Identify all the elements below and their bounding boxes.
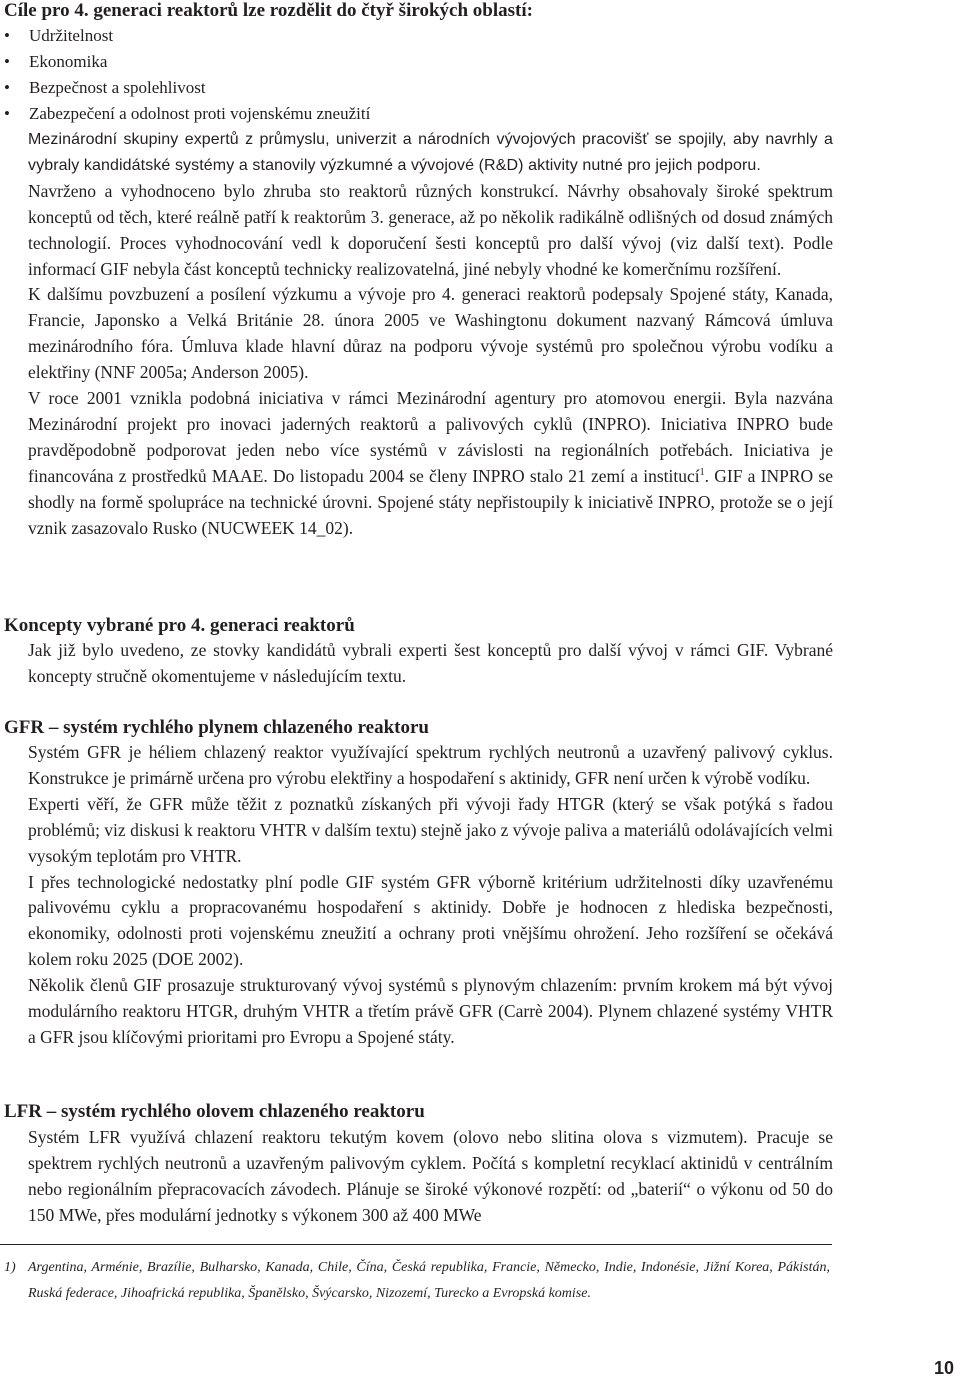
list-item: • Udržitelnost [4,23,370,49]
list-item: • Zabezpečení a odolnost proti vojenskému zneužití [4,101,370,127]
paragraph-inpro: V roce 2001 vznikla podobná iniciativa v rámci Mezinárodní agentury pro atomovou energii. Byla nazvána Mezinárodní projekt pro inovaci jaderných reaktorů a palivových cyklů (INPRO). Iniciativa INPRO bude pravděpodobně podporovat jeden nebo více systémů v závislosti na regionálních potřebách. Iniciativa je financována z prostředků MAAE. Do listopadu 2004 se členy INPRO stalo 21 zemí a institucí$^1$. GIF a INPRO se shodly na formě spolupráce na technické úrovni. Spojené státy nepřistoupily k iniciativě INPRO, protože se o její vznik zasazovalo Rusko (NUCWEEK 14_02). [28,388,833,538]
goals-list [4,23,370,127]
paragraph-gfr-2: Experti věří, že GFR může těžit z poznatků získaných při vývoji řady HTGR (který se však potýká s řadou problémů; viz diskusi k reaktoru VHTR v dalším textu) stejně jako z vývoje paliva a materiálů odolávajících velmi vysokým teplotám pro VHTR. [28,793,833,866]
lfr-heading: LFR – systém rychlého olovem chlazeného reaktoru [4,1101,425,1122]
lfr-text-block [28,1125,833,1229]
bullet-icon: • [4,26,10,45]
intro-text [28,127,833,542]
list-item: • Ekonomika [4,49,370,75]
footnote-reference: 1 [699,466,705,478]
paragraph-experts: Mezinárodní skupiny expertů z průmyslu, univerzit a národních vývojových pracovišť se spojily, aby navrhly a vybraly kandidátské systémy a stanovily výzkumné a vývojové (R&D) aktivity nutné pro jejich podporu. [28,131,833,174]
footnote-marker: 1) [4,1260,16,1275]
paragraph-framework: K dalšímu povzbuzení a posílení výzkumu a vývoje pro 4. generaci reaktorů podepsaly Spojené státy, Kanada, Francie, Japonsko a Velká Británie 28. února 2005 ve Washingtonu dokument nazvaný Rámcová úmluva mezinárodního fóra. Úmluva klade hlavní důraz na podporu vývoje systémů pro společnou výrobu vodíku a elektřiny (NNF 2005a; Anderson 2005). [28,284,833,383]
list-item: • Bezpečnost a spolehlivost [4,75,370,101]
bullet-icon: • [4,104,10,123]
bullet-icon: • [4,78,10,97]
footnote-divider [0,1244,832,1245]
intro-title: Cíle pro 4. generaci reaktorů lze rozdělit do čtyř širokých oblastí: [4,0,533,21]
footnote-text: Argentina, Arménie, Brazílie, Bulharsko, Kanada, Chile, Čína, Česká republika, Francie, Německo, Indie, Indonésie, Jižní Korea, Pákistán, Ruská federace, Jihoafrická republika, Španělsko, Švýcarsko, Nizozemí, Turecko a Evropská komise. [28,1260,830,1301]
bullet-icon: • [4,52,10,71]
gfr-heading: GFR – systém rychlého plynem chlazeného reaktoru [4,717,429,738]
paragraph-gfr-3: I přes technologické nedostatky plní podle GIF systém GFR výborně kritérium udržitelnosti díky uzavřenému palivovému cyklu a propracovanému hospodaření s aktinidy. Dobře je hodnocen z hlediska bezpečnosti, ekonomiky, odolnosti proti vojenskému zneužití a ochrany proti vnějšímu ohrožení. Jeho rozšíření se očekává kolem roku 2025 (DOE 2002). [28,871,833,970]
paragraph-concepts: Jak již bylo uvedeno, ze stovky kandidátů vybrali experti šest konceptů pro další vývoj v rámci GIF. Vybrané koncepty stručně okomentujeme v následujícím textu. [28,640,833,686]
footnote [4,1255,830,1307]
gfr-text-block [28,740,833,1051]
paragraph-gfr-4: Několik členů GIF prosazuje strukturovaný vývoj systémů s plynovým chlazením: prvním krokem má být vývoj modulárního reaktoru HTGR, druhým VHTR a třetím právě GFR (Carrè 2004). Plynem chlazené systémy VHTR a GFR jsou klíčovými prioritami pro Evropu a Spojené státy. [28,975,833,1047]
concepts-text-block [28,638,833,690]
paragraph-proposals: Navrženo a vyhodnoceno bylo zhruba sto reaktorů různých konstrukcí. Návrhy obsahovaly široké spektrum konceptů od těch, které reálně patří k reaktorům 3. generace, až po několik radikálně odlišných od dosud známých technologií. Proces vyhodnocování vedl k doporučení šesti konceptů pro další vývoj (viz další text). Podle informací GIF nebyla část konceptů technicky realizovatelná, jiné nebyly vhodné ke komerčnímu rozšíření. [28,180,833,279]
paragraph-gfr-1: Systém GFR je héliem chlazený reaktor využívající spektrum rychlých neutronů a uzavřený palivový cyklus. Konstrukce je primárně určena pro výrobu elektřiny a hospodaření s aktinidy, GFR není určen k výrobě vodíku. [28,742,833,788]
concepts-heading: Koncepty vybrané pro 4. generaci reaktorů [4,615,355,636]
page-number: 10 [933,1358,954,1378]
paragraph-lfr: Systém LFR využívá chlazení reaktoru tekutým kovem (olovo nebo slitina olova s vizmutem). Pracuje se spektrem rychlých neutronů a uzavřeným palivovým cyklem. Počítá s kompletní recyklací aktinidů v centrálním nebo regionálním přepracovacích závodech. Plánuje se široké výkonové rozpětí: od „baterií“ o výkonu od 50 do 150 MWe, přes modulární jednotky s výkonem 300 až 400 MWe [28,1127,833,1225]
